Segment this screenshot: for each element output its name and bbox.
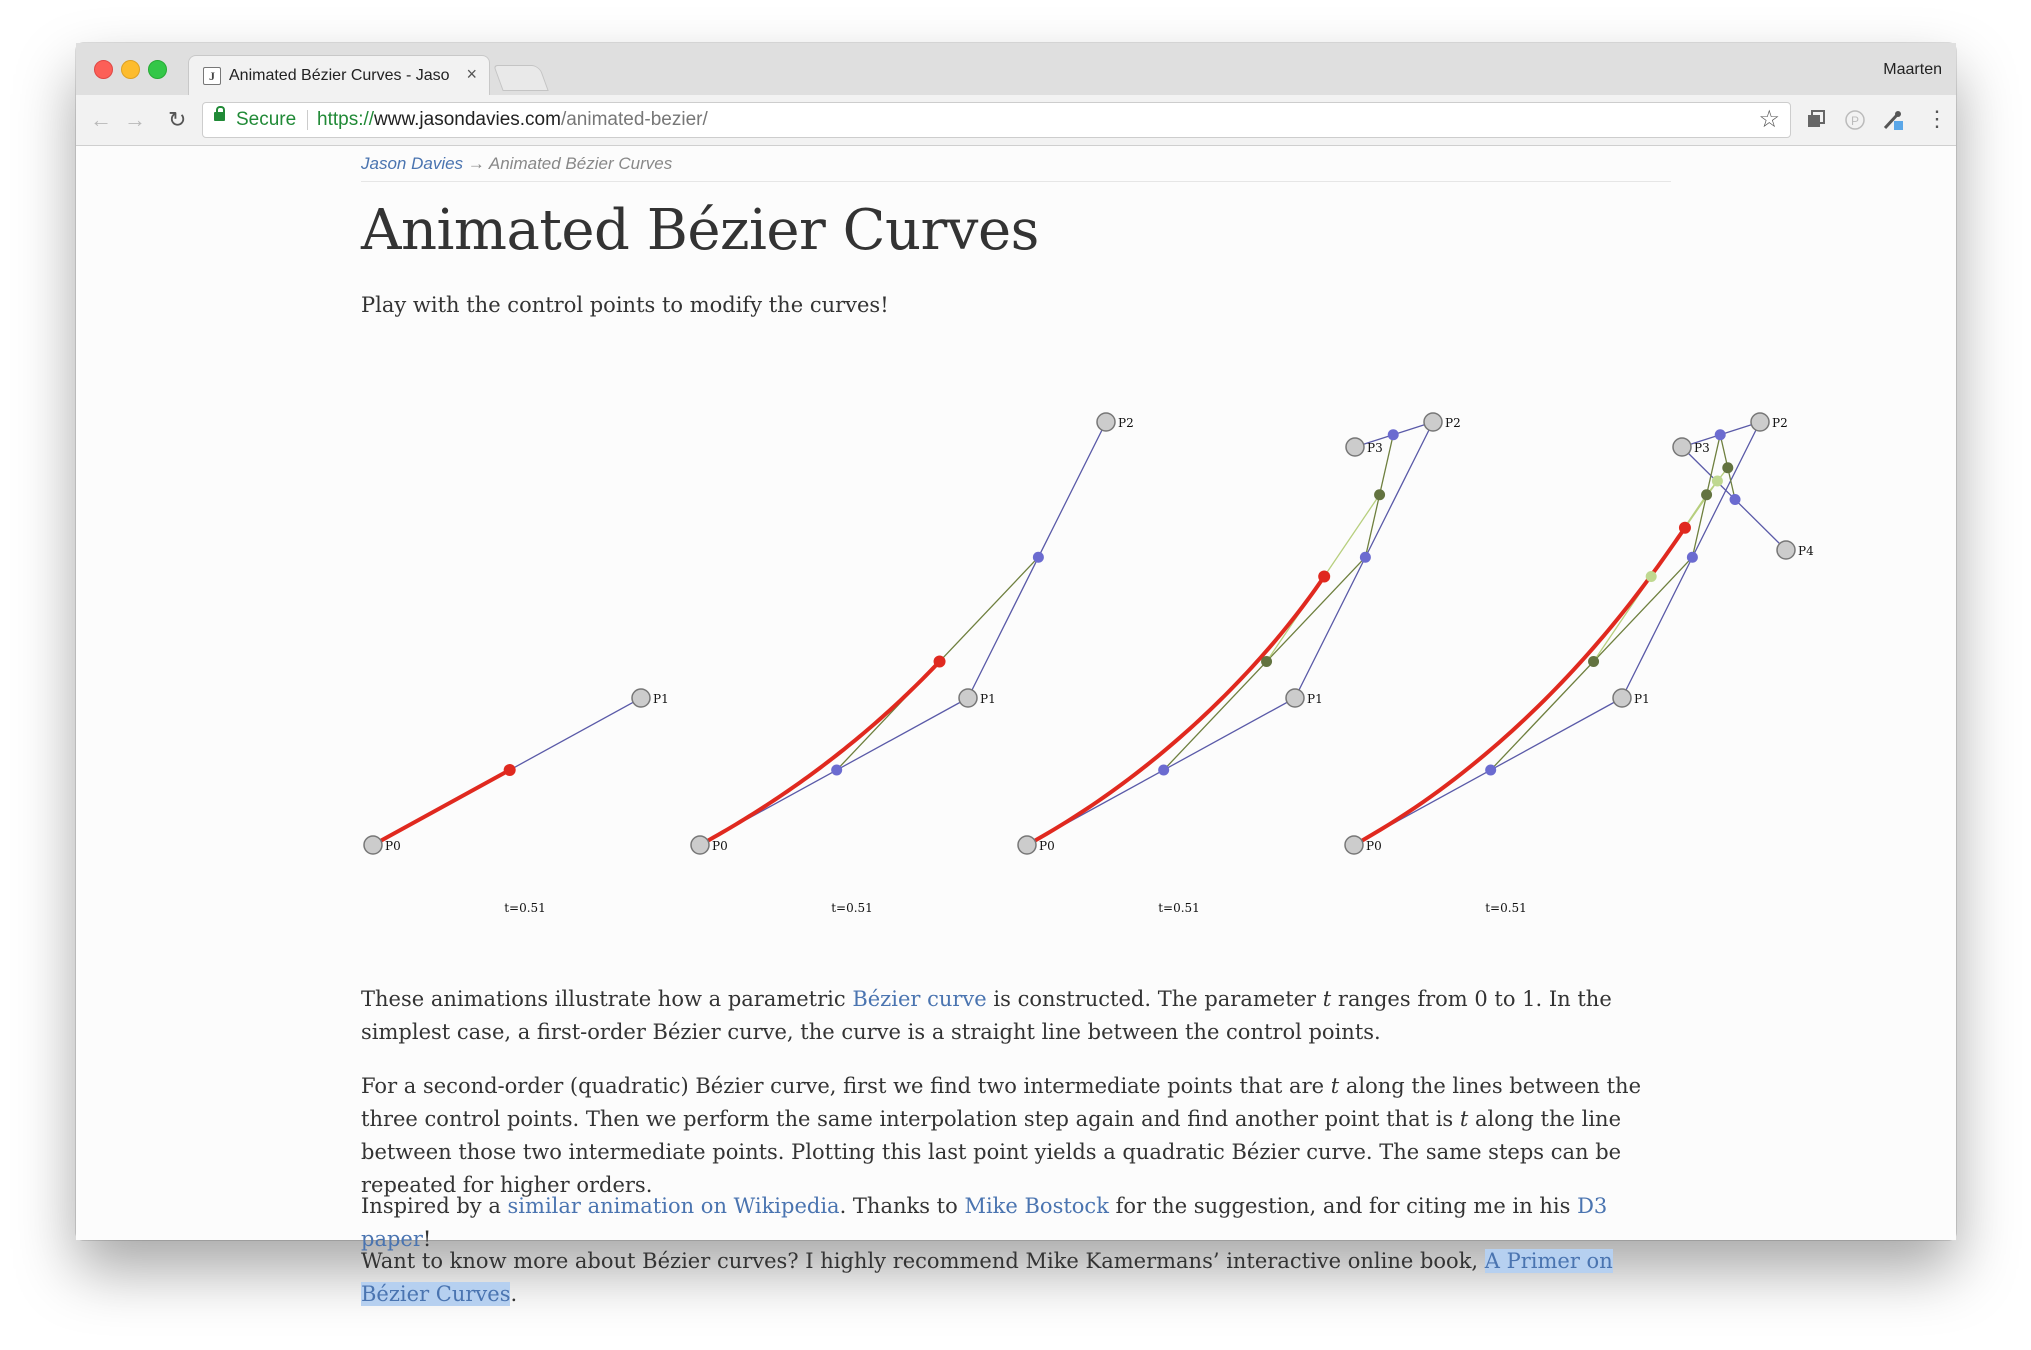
page-title: Animated Bézier Curves (361, 198, 1039, 263)
paragraph-4 (361, 1245, 1671, 1311)
p1-param-t: t (1322, 987, 1332, 1011)
control-point (632, 689, 650, 707)
control-point-label: P1 (1307, 692, 1323, 706)
extension-layers-icon[interactable] (1806, 109, 1826, 135)
control-point-label: P3 (1694, 441, 1710, 455)
mike-bostock-link[interactable]: Mike Bostock (964, 1194, 1109, 1218)
p2-text-b: along the lines between the three control points. Then we perform the same interpolation step again and find another point that is (361, 1074, 1642, 1131)
url-scheme: https:// (317, 109, 375, 130)
control-point-label: P0 (1039, 839, 1055, 853)
back-icon[interactable]: ← (90, 107, 112, 132)
curve-point (1679, 522, 1691, 534)
control-point (1018, 836, 1036, 854)
control-point-label: P0 (385, 839, 401, 853)
p4-text-b: . (510, 1282, 518, 1306)
control-point-label: P2 (1772, 416, 1788, 430)
intermediate-point (1712, 476, 1723, 487)
primer-bezier-link[interactable]: A Primer on Bézier Curves (361, 1249, 1613, 1306)
p2-param-t1: t (1330, 1074, 1340, 1098)
p3-text-a: Inspired by a (361, 1194, 508, 1218)
intermediate-point (1485, 765, 1496, 776)
intermediate-point (1033, 552, 1044, 563)
control-point-label: P0 (712, 839, 728, 853)
control-point (1751, 413, 1769, 431)
omnibox-separator (307, 110, 308, 130)
intermediate-point (1388, 429, 1399, 440)
bezier-curve (700, 662, 940, 845)
tab-animated-bezier[interactable] (188, 55, 490, 96)
intro-text: Play with the control points to modify the curves! (361, 293, 889, 317)
control-point (1424, 413, 1442, 431)
menu-icon[interactable]: ⋮ (1926, 106, 1948, 131)
title-bar (76, 43, 1956, 95)
breadcrumb-current: Animated Bézier Curves (488, 154, 673, 173)
control-point (1777, 541, 1795, 559)
profile-name[interactable]: Maarten (1883, 61, 1942, 78)
tab-close-icon[interactable]: × (466, 64, 477, 84)
control-point-label: P3 (1367, 441, 1383, 455)
control-point-label: P0 (1366, 839, 1382, 853)
control-point (1673, 438, 1691, 456)
browser-toolbar (76, 95, 1956, 146)
control-point-label: P1 (653, 692, 669, 706)
url-host: www.jasondavies.com (374, 109, 561, 130)
p1-text-c: ranges from 0 to 1. In the simplest case, a first-order Bézier curve, the curve is a straight line between the control points. (361, 987, 1612, 1044)
control-point-label: P2 (1445, 416, 1461, 430)
p4-text-a: Want to know more about Bézier curves? I highly recommend Mike Kamermans’ interactive online book, (361, 1249, 1485, 1273)
control-point-label: P2 (1118, 416, 1134, 430)
d3-paper-link[interactable]: D3 paper (361, 1194, 1608, 1251)
minimize-window-button[interactable] (121, 60, 140, 79)
curve-point (504, 764, 516, 776)
secure-label: Secure (236, 109, 297, 130)
control-point-label: P1 (1634, 692, 1650, 706)
intermediate-point (831, 765, 842, 776)
extension-p-icon[interactable] (1844, 109, 1866, 137)
intermediate-point (1360, 552, 1371, 563)
bezier-figures[interactable] (361, 416, 1814, 915)
browser-window (76, 43, 1956, 1306)
extension-eyedropper-icon[interactable] (1882, 109, 1904, 137)
svg-text:P: P (1851, 114, 1860, 128)
breadcrumb-home-link[interactable]: Jason Davies (361, 154, 464, 173)
control-point-label: P4 (1798, 544, 1814, 558)
favicon-icon: J (203, 67, 221, 85)
close-window-button[interactable] (94, 60, 113, 79)
t-label: t=0.51 (504, 901, 546, 915)
bookmark-star-icon[interactable]: ☆ (1758, 106, 1780, 133)
breadcrumb-divider (361, 181, 1671, 182)
intermediate-point (1646, 571, 1657, 582)
breadcrumb-arrow: → (463, 154, 489, 173)
intermediate-point (1158, 765, 1169, 776)
reload-icon[interactable]: ↻ (168, 107, 187, 132)
intermediate-point (1701, 489, 1712, 500)
bezier-curve (1354, 528, 1685, 845)
address-bar[interactable] (202, 102, 1791, 138)
maximize-window-button[interactable] (148, 60, 167, 79)
wikipedia-animation-link[interactable]: similar animation on Wikipedia (507, 1194, 840, 1218)
curve-point (1318, 570, 1330, 582)
p2-param-t2: t (1459, 1107, 1469, 1131)
new-tab-button[interactable] (493, 65, 548, 91)
bezier-curve (373, 770, 510, 845)
p1-text-a: These animations illustrate how a parametric (361, 987, 853, 1011)
control-point (691, 836, 709, 854)
t-label: t=0.51 (1158, 901, 1200, 915)
bezier-curve-link[interactable]: Bézier curve (852, 987, 987, 1011)
tab-title: Animated Bézier Curves - Jaso (229, 67, 450, 84)
p3-text-b: . Thanks to (839, 1194, 965, 1218)
control-point (1097, 413, 1115, 431)
control-point (1345, 836, 1363, 854)
t-label: t=0.51 (831, 901, 873, 915)
p3-text-d: ! (422, 1227, 432, 1251)
control-point (959, 689, 977, 707)
page-content (76, 146, 1956, 1306)
control-point (1346, 438, 1364, 456)
breadcrumb (361, 154, 1671, 174)
lock-icon (214, 112, 225, 121)
t-label: t=0.51 (1485, 901, 1527, 915)
p2-text-a: For a second-order (quadratic) Bézier curve, first we find two intermediate points that are (361, 1074, 1331, 1098)
p2-text-c: along the line between those two intermediate points. Plotting this last point yields a quadratic Bézier curve. The same steps can be repeated for higher orders. (361, 1107, 1622, 1197)
paragraph-2 (361, 1070, 1671, 1202)
control-point-label: P1 (980, 692, 996, 706)
intermediate-point (1715, 429, 1726, 440)
control-point (364, 836, 382, 854)
url-text[interactable] (317, 109, 708, 131)
intermediate-point (1722, 462, 1733, 473)
p3-text-c: for the suggestion, and for citing me in his (1108, 1194, 1578, 1218)
paragraph-1 (361, 983, 1671, 1049)
url-path: /animated-bezier/ (560, 109, 708, 130)
intermediate-point (1374, 489, 1385, 500)
curve-point (934, 656, 946, 668)
intermediate-point (1687, 552, 1698, 563)
intermediate-point (1261, 656, 1272, 667)
control-point (1286, 689, 1304, 707)
bezier-curve (1027, 576, 1324, 845)
forward-icon[interactable]: → (124, 107, 146, 132)
p1-text-b: is constructed. The parameter (986, 987, 1323, 1011)
intermediate-point (1730, 494, 1741, 505)
control-point (1613, 689, 1631, 707)
intermediate-point (1588, 656, 1599, 667)
